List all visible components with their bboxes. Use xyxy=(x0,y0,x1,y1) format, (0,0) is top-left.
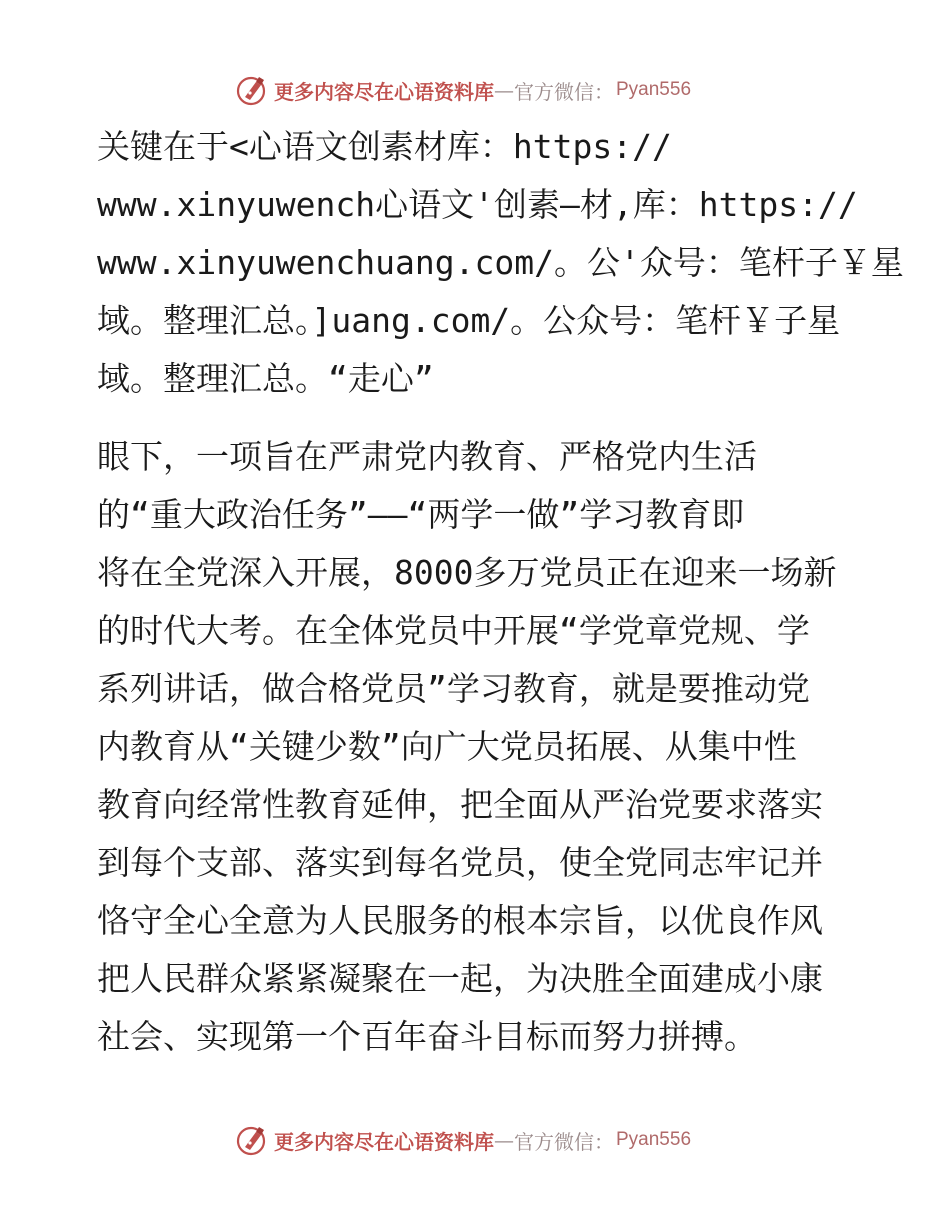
footer-official-label: 官方微信： xyxy=(514,1129,614,1154)
header-wechat-id: Pyan556 xyxy=(616,79,692,100)
paragraph-line: 将在全党深入开展，8000多万党员正在迎来一场新 xyxy=(97,553,837,592)
footer-brand-text: 更多内容尽在心语资料库 xyxy=(274,1129,494,1154)
pen-nib-logo-icon xyxy=(236,73,270,107)
paragraph-1 xyxy=(97,118,904,408)
paragraph-line: 系列讲话，做合格党员”学习教育，就是要推动党 xyxy=(97,669,810,708)
paragraph-line: 域。整理汇总。“走心” xyxy=(97,359,434,398)
paragraph-line: 教育向经常性教育延伸，把全面从严治党要求落实 xyxy=(97,785,823,824)
footer-wechat-id: Pyan556 xyxy=(616,1129,692,1150)
pen-nib-logo-icon xyxy=(236,1123,270,1157)
header-official-label: 官方微信： xyxy=(514,79,614,104)
header-dash: — xyxy=(494,78,514,102)
paragraph-line: 眼下，一项旨在严肃党内教育、严格党内生活 xyxy=(97,437,757,476)
paragraph-line: 域。整理汇总。]uang.com/。公众号：笔杆￥子星 xyxy=(97,301,841,340)
paragraph-line: www.xinyuwenchuang.com/。公'众号：笔杆子￥星 xyxy=(97,243,904,282)
paragraph-line: 把人民群众紧紧凝聚在一起，为决胜全面建成小康 xyxy=(97,959,823,998)
paragraph-line: 到每个支部、落实到每名党员，使全党同志牢记并 xyxy=(97,843,823,882)
footer-dash: — xyxy=(494,1128,514,1152)
paragraph-line: 的时代大考。在全体党员中开展“学党章党规、学 xyxy=(97,611,810,650)
paragraph-line: www.xinyuwench心语文'创素—材,库：https:// xyxy=(97,185,858,224)
paragraph-line: 社会、实现第一个百年奋斗目标而努力拼搏。 xyxy=(97,1017,757,1056)
header-banner xyxy=(236,72,716,108)
paragraph-line: 关键在于<心语文创素材库：https:// xyxy=(97,127,672,166)
paragraph-line: 内教育从“关键少数”向广大党员拓展、从集中性 xyxy=(97,727,797,766)
footer-banner xyxy=(236,1122,716,1158)
paragraph-2 xyxy=(97,428,857,1066)
paragraph-line: 恪守全心全意为人民服务的根本宗旨，以优良作风 xyxy=(97,901,823,940)
header-brand-text: 更多内容尽在心语资料库 xyxy=(274,79,494,104)
paragraph-line: 的“重大政治任务”——“两学一做”学习教育即 xyxy=(97,495,745,534)
